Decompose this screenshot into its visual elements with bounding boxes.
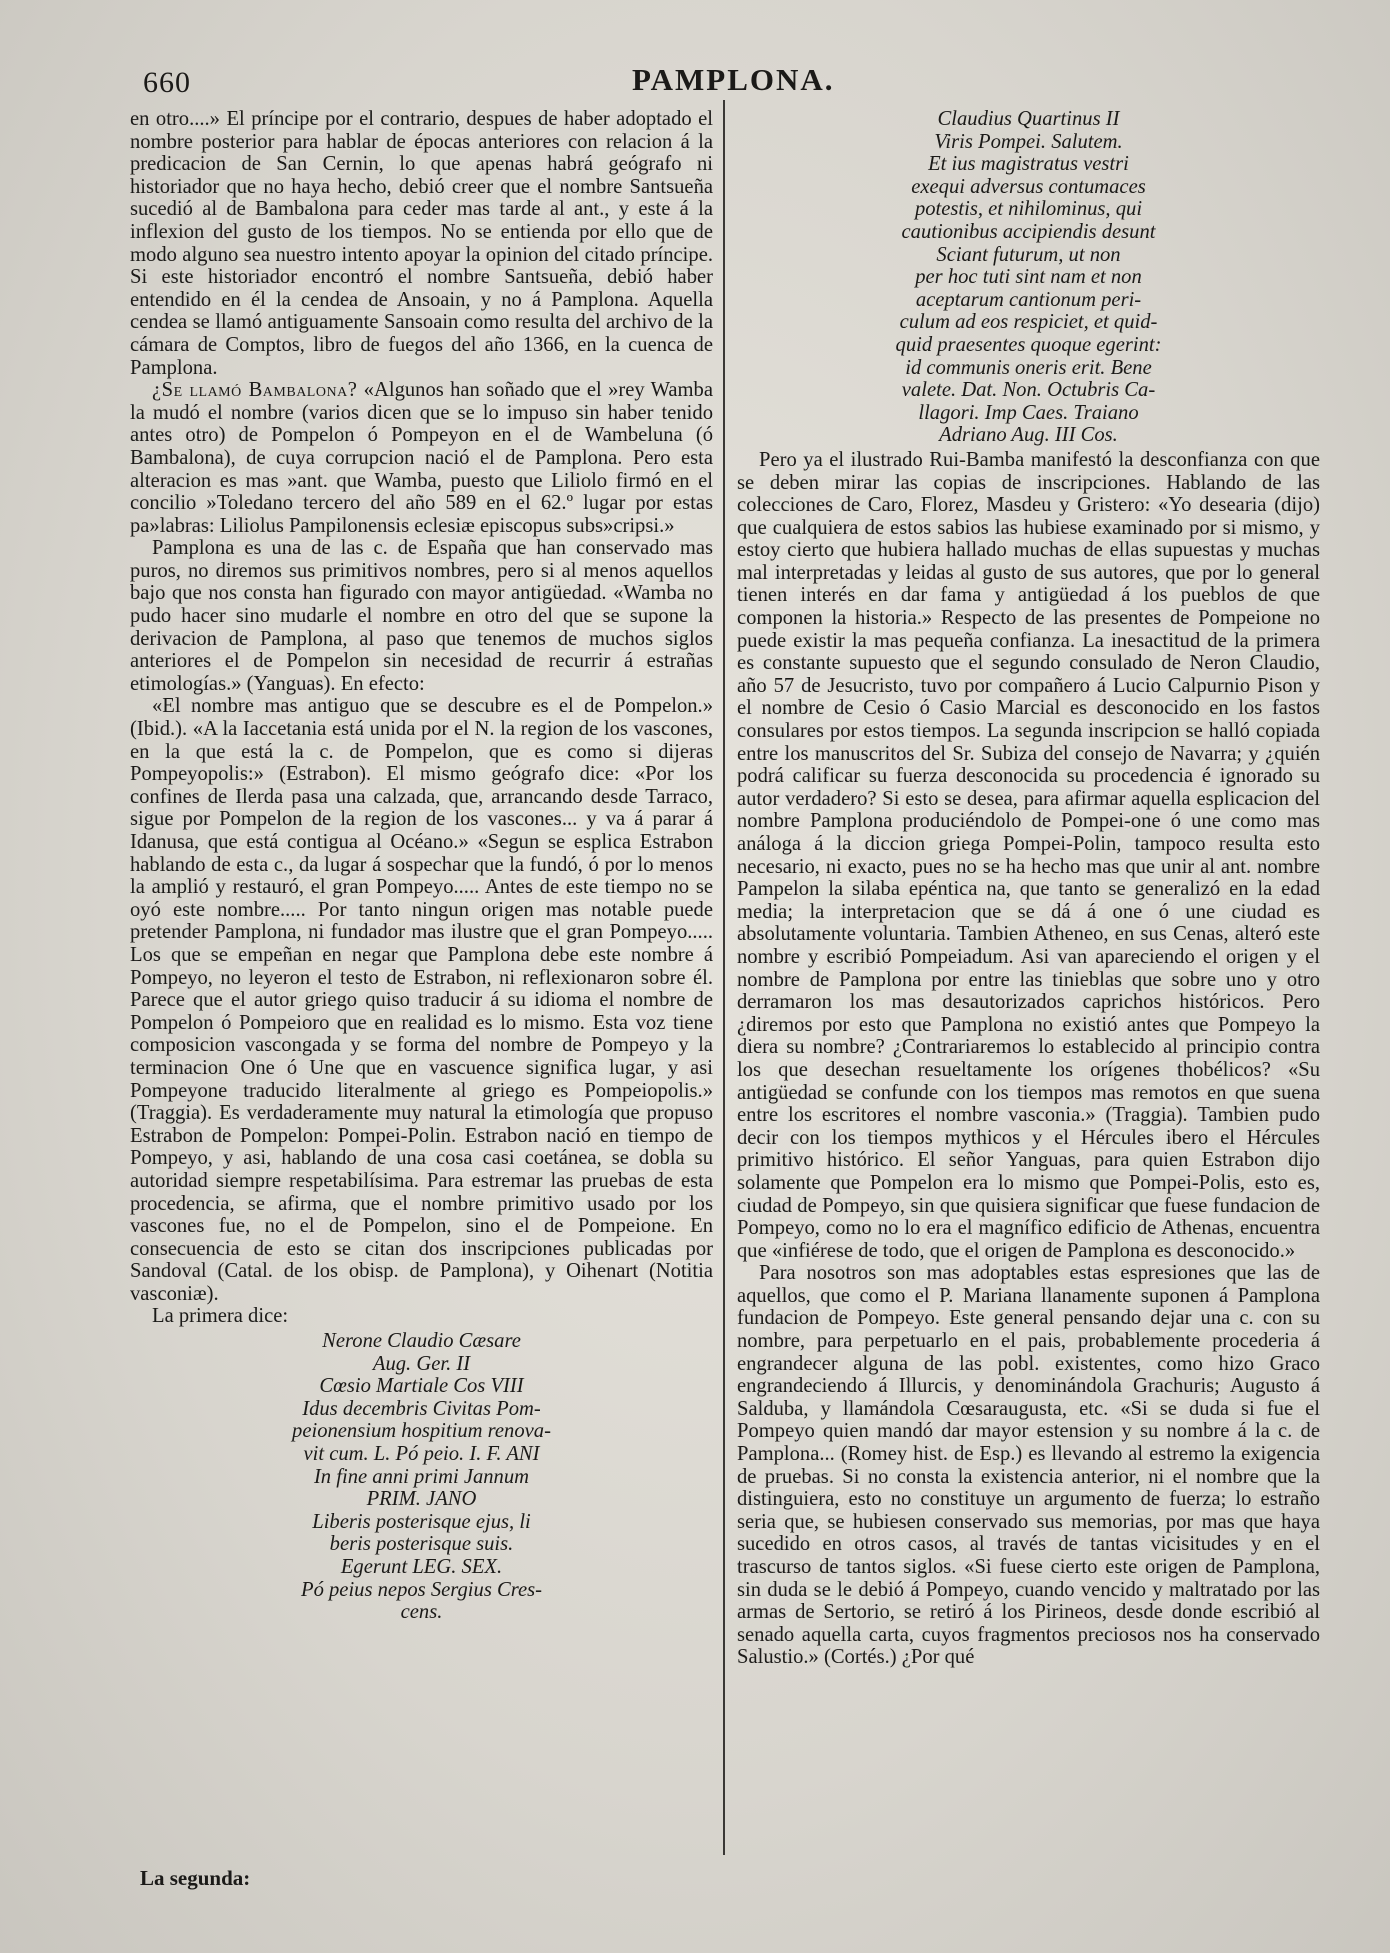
inscription-line: In fine anni primi Jannum [313, 1465, 530, 1488]
left-paragraph-1: en otro....» El príncipe por el contrario, despues de haber adoptado el nombre posterior para hablar de épocas anteriores con relacion á la predicacion de San Cernin, lo que apenas habrá geógrafo ni historiador que no haya hecho, debió creer que el nombre Santsueña sucedió al de Bambalona para ceder mas tarde al ant., y este á la inflexion del gusto de los tiempos. No se entienda por ello que de modo alguno sea nuestro intento apoyar la opinion del citado príncipe. Si este historiador encontró el nombre Santsueña, debió haber entendido en él la cendea de Ansoain, y no á Pamplona. Aquella cendea se llamó antiguamente Sansoain como resulta del archivo de la cámara de Comptos, libro de fuegos del año 1366, en la cuenca de Pamplona. [130, 108, 713, 379]
inscription-line: Egerunt LEG. SEX. [340, 1556, 503, 1578]
inscription-line: Cœsio Martiale Cos VIII [319, 1375, 524, 1398]
inscription-line: Claudius Quartinus II [937, 108, 1120, 130]
inscription-line: potestis, et nihilominus, qui [914, 198, 1143, 221]
inscription-line: Viris Pompei. Salutem. [934, 130, 1123, 153]
inscription-first [130, 1330, 713, 1624]
inscription-line: cautionibus accipiendis desunt [901, 220, 1156, 243]
inscription-line: peionensium hospitium renova- [292, 1420, 551, 1443]
right-paragraph-2: Para nosotros son mas adoptables estas espresiones que las de aquellos, que como el P. Mariana llanamente suponen á Pamplona fundacion de Pompeyo. Este general pensando dejar una c. con su nombre, para perpetuarlo en el pais, probablemente procederia á engrandecer alguna de las pobl. existentes, como hizo Graco engrandeciendo á Illurcis, y denominándola Grachuris; Augusto á Salduba, y llamándola Cœsaraugusta, etc. «Si se duda si fue el Pompeyo quien mandó dar mayor estension y su nombre á la c. de Pamplona... (Romey hist. de Esp.) es llevando al estremo la exigencia de pruebas. Si no consta la existencia anterior, ni el nombre que la distinguiera, esto no constituye un argumento de fuerza; lo estraño seria que, se hubiesen conservado sus memorias, por mas que haya sucedido en otros casos, al través de tantas vicisitudes y en el trascurso de tantos siglos. «Si fuese cierto este origen de Pamplona, sin duda se le debió á Pompeyo, cuando vencido y maltratado por las armas de Sertorio, se retiró á los Pirineos, desde donde escribió al senado aquella carta, cuyos fragmentos preciosos nos ha conservado Salustio.» (Cortés.) ¿Por qué [737, 1262, 1320, 1669]
inscription-line: beris posterisque suis. [329, 1533, 514, 1556]
inscription-line: Liberis posterisque ejus, li [312, 1510, 531, 1533]
inscription-line: Sciant futurum, ut non [936, 243, 1121, 266]
inscription-line: exequi adversus contumaces [911, 175, 1146, 198]
inscription-line: aceptarum cantionum peri- [915, 288, 1142, 311]
inscription-line: quid praesentes quoque egerint: [895, 333, 1162, 356]
column-divider [723, 100, 725, 1855]
inscription-line: Idus decembris Civitas Pom- [302, 1397, 541, 1420]
inscription-line: per hoc tuti sint nam et non [915, 266, 1142, 289]
right-column [737, 108, 1320, 1669]
inscription-line: Nerone Claudio Cæsare [322, 1330, 521, 1353]
inscription-line: Et ius magistratus vestri [928, 153, 1129, 176]
left-column [130, 108, 713, 1624]
left-paragraph-2-text: «Algunos han soñado que el »rey Wamba la mudó el nombre (varios dicen que se lo impuso sin haber tenido antes otro) de Pompelon ó Pompeyon en el de Wambeluna (ó Bambalona), de cuya corrupcion nació el de Pamplona. Pero esta alteracion es mas »ant. que Wamba, puesto que Liliolo firmó en el concilio »Toledano tercero del año 589 en el 62.º lugar por estas pa»labras: Liliolus Pampilonensis eclesiæ episcopus subs»cripsi.» [130, 379, 713, 537]
second-inscription-label: La segunda: [140, 1866, 251, 1890]
inscription-line: PRIM. JANO [366, 1488, 477, 1511]
section-heading: ¿Se llamó Bambalona? [152, 379, 358, 402]
inscription-line: cens. [400, 1601, 443, 1624]
left-paragraph-5: La primera dice: [152, 1305, 289, 1328]
inscription-line: culum ad eos respiciet, et quid- [899, 311, 1158, 334]
inscription-line: vit cum. L. Pó peio. I. F. ANI [303, 1443, 540, 1466]
inscription-line: llagori. Imp Caes. Traiano [918, 401, 1139, 424]
right-paragraph-1: Pero ya el ilustrado Rui-Bamba manifestó la desconfianza con que se deben mirar las copias de inscripciones. Hablando de las colecciones de Caro, Florez, Masdeu y Gristero: «Yo desearia (dijo) que cualquiera de estos sabios las hubiese examinado por si mismo, y estoy cierto que hubiera hallado muchas de ellas supuestas y muchas mal interpretadas y leidas al gusto de sus autores, que por lo general tienen interés en dar fama y antigüedad á los pueblos de que componen la historia.» Respecto de las presentes de Pompeione no puede existir la mas pequeña confianza. La inesactitud de la primera es constante supuesto que el segundo consulado de Neron Claudio, año 57 de Jesucristo, tuvo por compañero á Lucio Calpurnio Pison y el nombre de Cesio ó Casio Marcial es desconocido en los fastos consulares por estos tiempos. La segunda inscripcion se halló copiada entre los manuscritos del Sr. Subiza del consejo de Navarra; y ¿quién podrá calificar su fuerza desconocida su procedencia é ignorado su autor verdadero? Si esto se desea, para afirmar aquella esplicacion del nombre Pamplona produciéndolo de Pompei-one ó une como mas análoga á la diccion griega Pompei-Polin, tampoco resulta esto necesario, ni exacto, pues no se ha hecho mas que unir al ant. nombre Pampelon la silaba epéntica na, que tanto se generalizó en la edad media; la interpretacion que se dá á one ó une ciudad es absolutamente voluntaria. Tambien Atheneo, en sus Cenas, alteró este nombre y escribió Pompeiadum. Asi van apareciendo el origen y el nombre de Pamplona por entre las tinieblas que sobre uno y otro derramaron los mas desautorizados caprichos históricos. Pero ¿diremos por esto que Pamplona no existió antes que Pompeyo la diera su nombre? ¿Contrariaremos lo establecido al principio contra los que desechan resueltamente los orígenes thobélicos? «Su antigüedad se confunde con los tiempos mas remotos en que suena entre los escritores el nombre vasconia.» (Traggia). Tambien pudo decir con los tiempos mythicos y el Hércules ibero el Hércules primitivo histórico. El señor Yanguas, para quien Estrabon dijo solamente que Pompelon era lo mismo que Pompei-Polis, esto es, ciudad de Pompeyo, sin que quisiera significar que fuese fundacion de Pompeyo, como no lo era el magnífico edificio de Athenas, encuentra que «infiérese de todo, que el origen de Pamplona es desconocido.» [737, 448, 1320, 1262]
page-title: PAMPLONA. [632, 62, 835, 97]
page-number: 660 [143, 66, 191, 99]
left-paragraph-3: Pamplona es una de las c. de España que han conservado mas puros, no diremos sus primitivos nombres, pero si al menos aquellos bajo que nos consta han figurado con mayor antigüedad. «Wamba no pudo hacer sino mudarle el nombre en otro del que se supone la derivacion de Pamplona, al paso que tenemos de muchos siglos anteriores el de Pompelon sin necesidad de recurrir á estrañas etimologías.» (Yanguas). En efecto: [130, 537, 713, 695]
inscription-line: valete. Dat. Non. Octubris Ca- [901, 379, 1156, 402]
inscription-second [737, 108, 1320, 447]
inscription-line: Pó peius nepos Sergius Cres- [300, 1578, 542, 1601]
inscription-line: Aug. Ger. II [372, 1352, 471, 1375]
left-paragraph-4: «El nombre mas antiguo que se descubre es el de Pompelon.» (Ibid.). «A la Iaccetania está unida por el N. la region de los vascones, en la que está la c. de Pompelon, que es como si dijeras Pompeyopolis:» (Estrabon). El mismo geógrafo dice: «Por los confines de Ilerda pasa una calzada, que, arrancando desde Tarraco, sigue por Pompelon de la region de los vascones... y va á parar á Idanusa, que está contigua al Océano.» «Segun se esplica Estrabon hablando de esta c., da lugar á sospechar que la fundó, ó por lo menos la amplió y restauró, el gran Pompeyo..... Antes de este tiempo no se oyó este nombre..... Por tanto ningun origen mas notable puede pretender Pamplona, ni fundador mas ilustre que el gran Pompeyo..... Los que se empeñan en negar que Pamplona debe este nombre á Pompeyo, no leyeron el testo de Estrabon, ni reflexionaron sobre él. Parece que el autor griego quiso traducir á su idioma el nombre de Pompelon ó Pompeioro que en realidad es lo mismo. Esta voz tiene composicion vascongada y se forma del nombre de Pompeyo y la terminacion One ó Une que en vascuence significa lugar, y asi Pompeyone traducido literalmente al griego es Pompeiopolis.» (Traggia). Es verdaderamente muy natural la etimología que propuso Estrabon de Pompelon: Pompei-Polin. Estrabon nació en tiempo de Pompeyo, y asi, hablando de una cosa casi coetánea, se dobla su autoridad siempre respetabilísima. Para estremar las pruebas de esta procedencia, se afirma, que el nombre primitivo usado por los vascones fue, no el de Pompelon, sino el de Pompeione. En consecuencia de esto se citan dos inscripciones publicadas por Sandoval (Catal. de los obisp. de Pamplona), y Oihenart (Notitia vasconiæ). [130, 695, 713, 1305]
inscription-line: id communis oneris erit. Bene [905, 356, 1152, 379]
inscription-line: Adriano Aug. III Cos. [939, 424, 1118, 447]
left-paragraph-2 [130, 379, 713, 537]
